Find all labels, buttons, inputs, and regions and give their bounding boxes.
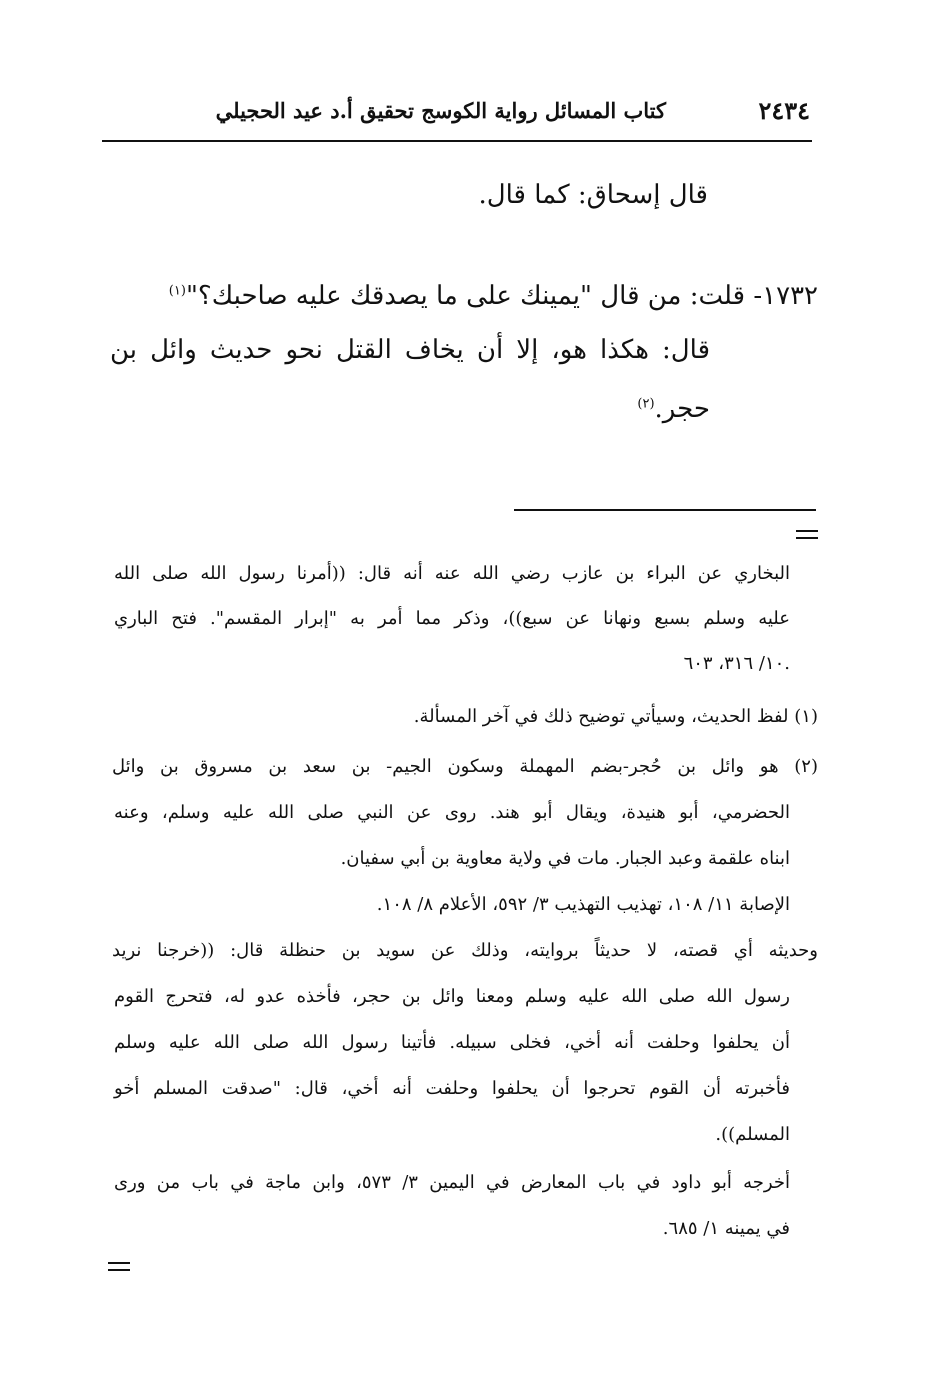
page-number: ٢٤٣٤ <box>758 96 810 125</box>
footnote-2-line-2: الحضرمي، أبو هنيدة، ويقال أبو هند. روى عن النبي صلى الله عليه وسلم، وعنه <box>114 802 790 823</box>
footnote-cont-line-1: البخاري عن البراء بن عازب رضي الله عنه أنه قال: ((أمرنا رسول الله صلى الله <box>114 563 790 584</box>
answer-end-text: حجر. <box>654 394 710 424</box>
footnote-ref-2: (٢) <box>637 396 655 412</box>
footnote-cont-line-2: عليه وسلم بسبع ونهانا عن سبع))، وذكر مما أمر به "إبرار المقسم". فتح الباري <box>114 608 790 629</box>
main-line-1: قال إسحاق: كما قال. <box>478 180 708 210</box>
footnote-2-line-11: في يمينه ١/ ٦٨٥. <box>662 1218 790 1239</box>
question-text: ١٧٣٢- قلت: من قال "يمينك على ما يصدقك عليه صاحبك؟" <box>185 281 818 311</box>
header-rule <box>102 140 812 142</box>
footnote-2-line-6: رسول الله صلى الله عليه وسلم ومعنا وائل بن حجر، فأخذه عدو له، فتحرج القوم <box>114 986 790 1007</box>
footnote-2-line-1: (٢) هو وائل بن حُجر-بضم المهملة وسكون الجيم- بن سعد بن مسروق بن وائل <box>112 756 818 777</box>
footnote-2-line-4: الإصابة ١١/ ١٠٨، تهذيب التهذيب ٣/ ٥٩٢، الأعلام ٨/ ١٠٨. <box>376 894 790 915</box>
footnote-2-line-9: المسلم)). <box>715 1124 790 1145</box>
footnote-ref-1: (١) <box>168 283 186 299</box>
footnote-2-line-10: أخرجه أبو داود في باب المعارض في اليمين ٣/ ٥٧٣، وابن ماجة في باب من ورى <box>114 1172 790 1193</box>
footnote-2-line-7: أن يحلفوا وحلفت أنه أخي، فخلى سبيله. فأتينا رسول الله صلى الله عليه وسلم <box>114 1032 790 1053</box>
main-line-3: قال: هكذا هو، إلا أن يخاف القتل نحو حديث وائل بن <box>110 335 710 365</box>
footnote-2-line-8: فأخبرته أن القوم تحرجوا أن يحلفوا وحلفت أنه أخي، قال: "صدقت المسلم أخو <box>114 1078 790 1099</box>
running-title: كتاب المسائل رواية الكوسج تحقيق أ.د عيد الحجيلي <box>215 98 666 123</box>
main-line-4 <box>637 394 710 424</box>
footnote-2-line-3: ابناه علقمة وعبد الجبار. مات في ولاية معاوية بن أبي سفيان. <box>340 848 790 869</box>
footnote-2-line-5: وحديثه أي قصته، لا حديثاً بروايته، وذلك عن سويد بن حنظلة قال: ((خرجنا نريد <box>112 940 818 961</box>
footnote-rule <box>514 509 816 511</box>
footnote-1: (١) لفظ الحديث، وسيأتي توضيح ذلك في آخر المسألة. <box>413 706 818 727</box>
main-line-2 <box>169 281 818 311</box>
footnote-cont-line-3: ١٠/ ٣١٦، ٦٠٣. <box>683 653 790 674</box>
